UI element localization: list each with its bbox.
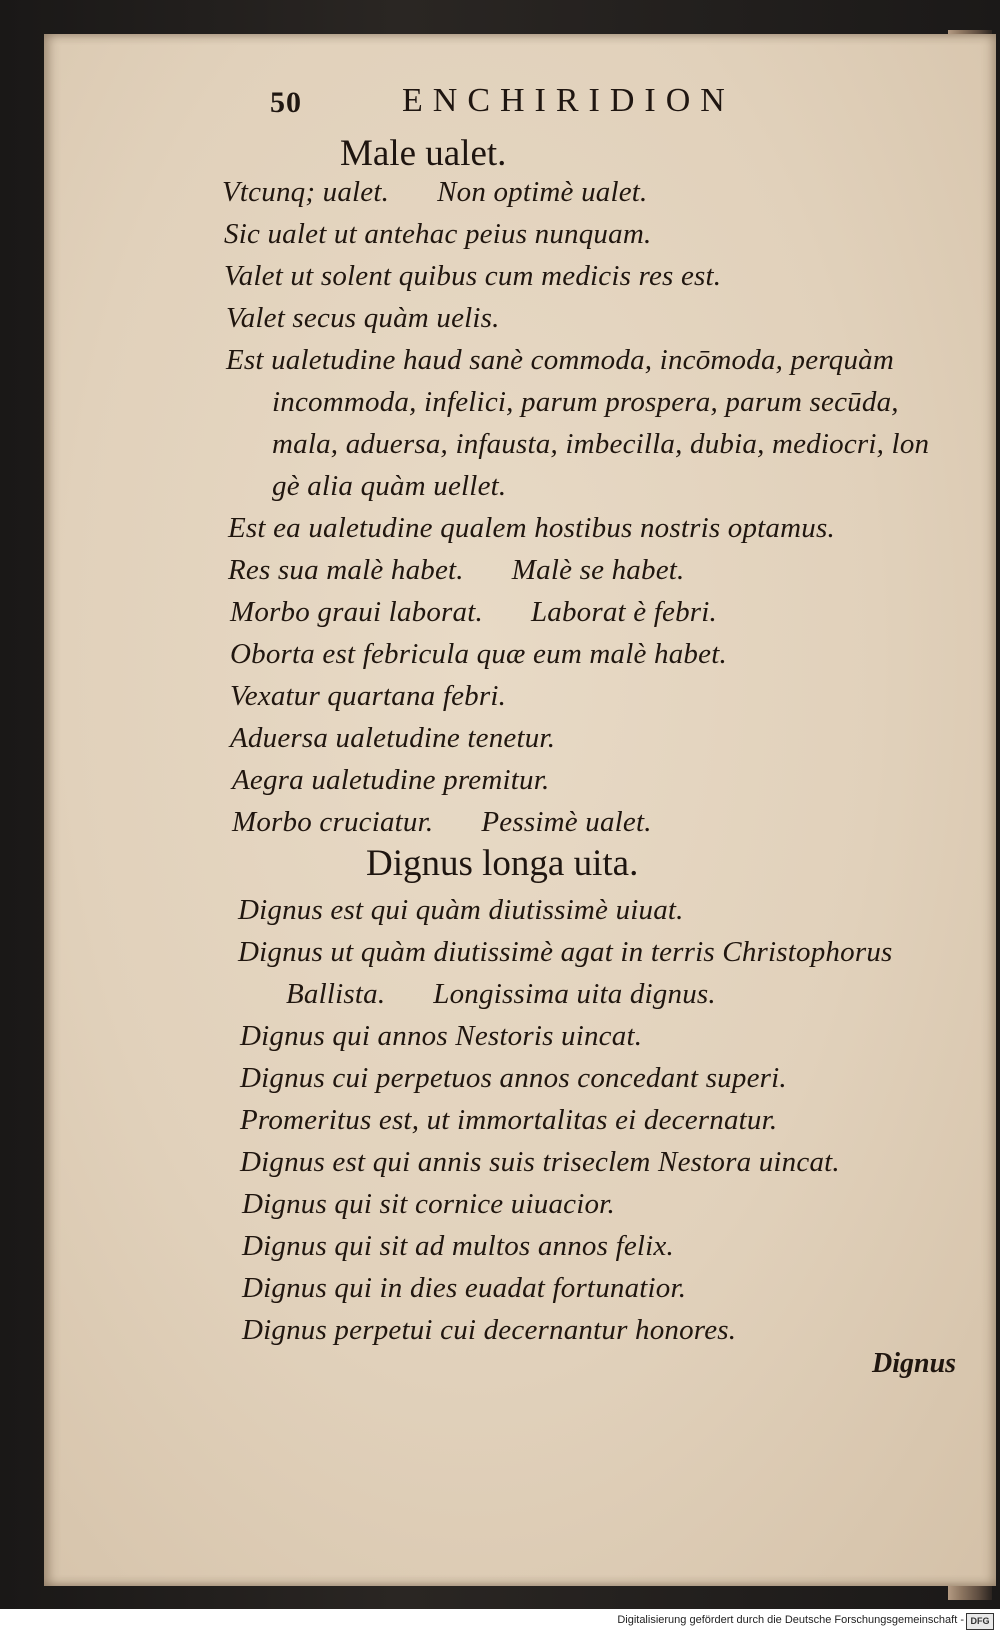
text-line: Est ea ualetudine qualem hostibus nostris optamus. bbox=[228, 512, 835, 544]
text-line: Dignus ut quàm diutissimè agat in terris Christophorus bbox=[238, 936, 893, 968]
text-line: Dignus qui annos Nestoris uincat. bbox=[240, 1020, 643, 1052]
section-heading-male-ualet: Male ualet. bbox=[340, 133, 507, 174]
text-line: Vexatur quartana febri. bbox=[230, 680, 507, 712]
running-head: ENCHIRIDION bbox=[402, 82, 735, 119]
text-line: incommoda, infelici, parum prospera, parum secūda, bbox=[272, 386, 899, 418]
text-line: Dignus cui perpetuos annos concedant superi. bbox=[240, 1062, 787, 1094]
text-line: Dignus qui sit ad multos annos felix. bbox=[242, 1230, 674, 1262]
digitization-footer bbox=[0, 1609, 1000, 1634]
text-line: Est ualetudine haud sanè commoda, incōmoda, perquàm bbox=[226, 344, 894, 376]
text-line: Promeritus est, ut immortalitas ei decernatur. bbox=[240, 1104, 778, 1136]
text-line: Res sua malè habet. Malè se habet. bbox=[228, 554, 685, 586]
text-line: Vtcunq; ualet. Non optimè ualet. bbox=[222, 176, 648, 208]
text-line: Morbo cruciatur. Pessimè ualet. bbox=[232, 806, 652, 838]
text-line: Morbo graui laborat. Laborat è febri. bbox=[230, 596, 718, 628]
text-line: Dignus perpetui cui decernantur honores. bbox=[242, 1314, 737, 1346]
text-line: Dignus est qui quàm diutissimè uiuat. bbox=[238, 894, 684, 926]
text-line: Valet ut solent quibus cum medicis res est. bbox=[224, 260, 722, 292]
text-line: Dignus qui in dies euadat fortunatior. bbox=[242, 1272, 687, 1304]
text-line: Sic ualet ut antehac peius nunquam. bbox=[224, 218, 652, 250]
text-line: gè alia quàm uellet. bbox=[272, 470, 507, 502]
text-line: mala, aduersa, infausta, imbecilla, dubia, mediocri, lon bbox=[272, 428, 930, 460]
text-line: Aduersa ualetudine tenetur. bbox=[230, 722, 556, 754]
text-line: Ballista. Longissima uita dignus. bbox=[286, 978, 716, 1010]
page-number: 50 bbox=[270, 86, 302, 119]
text-line: Dignus est qui annis suis triseclem Nestora uincat. bbox=[240, 1146, 840, 1178]
text-line: Valet secus quàm uelis. bbox=[226, 302, 500, 334]
text-line: Aegra ualetudine premitur. bbox=[232, 764, 550, 796]
text-line: Oborta est febricula quæ eum malè habet. bbox=[230, 638, 727, 670]
section-heading-dignus-longa-uita: Dignus longa uita. bbox=[366, 843, 639, 884]
dfg-logo-icon: DFG bbox=[966, 1613, 994, 1630]
footer-credit: Digitalisierung gefördert durch die Deutsche Forschungsgemeinschaft - bbox=[617, 1614, 964, 1626]
text-line: Dignus qui sit cornice uiuacior. bbox=[242, 1188, 615, 1220]
catchword: Dignus bbox=[872, 1348, 957, 1379]
